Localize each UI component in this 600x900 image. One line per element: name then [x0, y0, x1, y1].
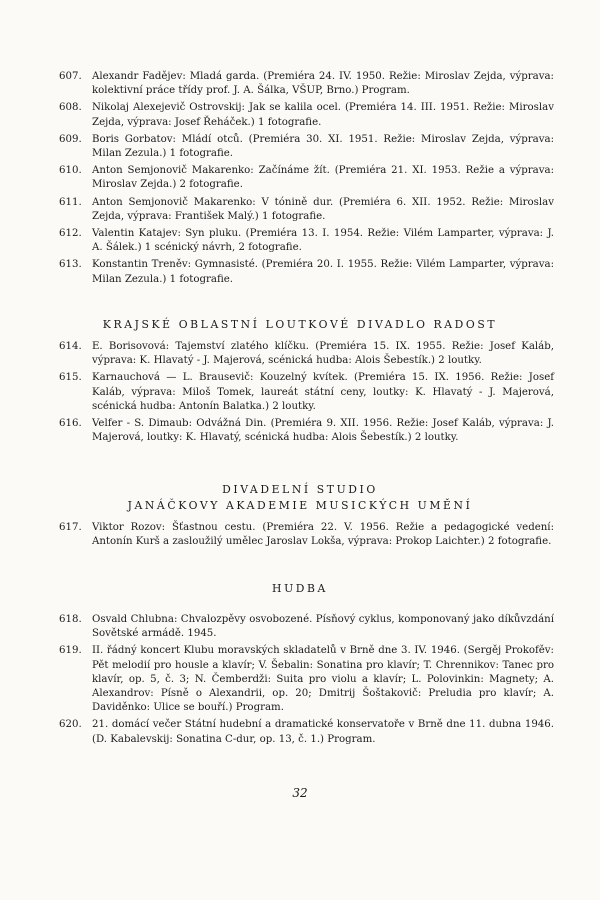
entry-number: 612.: [59, 228, 82, 240]
entry-text: 21. domácí večer Státní hudební a dramatické konservatoře v Brně dne 11. dubna 1946. (D. Kabalevskij: Sonatina C-dur, op. 13, č. 1.) Program.: [92, 719, 554, 745]
entry-text: Velfer - S. Dimaub: Odvážná Din. (Premiéra 9. XII. 1956. Režie: Josef Kaláb, výprava: J. Majerová, loutky: K. Hlavatý, scénická hudba: Alois Šebestík.) 2 loutky.: [92, 418, 554, 444]
entry-608: [0, 101, 600, 129]
entry-607: [0, 70, 600, 98]
section-heading-radost: KRAJSKÉ OBLASTNÍ LOUTKOVÉ DIVADLO RADOST: [102, 318, 498, 331]
entries-theatre: [0, 70, 600, 287]
entry-number: 618.: [59, 614, 82, 625]
entry-614: [0, 340, 600, 368]
entry-text: Osvald Chlubna: Chvalozpěvy osvobozené. Písňový cyklus, komponovaný jako díkůvzdání Sovětské armádě. 1945.: [92, 614, 554, 640]
entry-text: Alexandr Fadějev: Mladá garda. (Premiéra 24. IV. 1950. Režie: Miroslav Zejda, výprava: kolektivní práce třídy prof. J. A. Šálka, VŠUP, Brno.) Program.: [92, 71, 554, 97]
entry-number: 608.: [59, 102, 82, 114]
entries-music: [0, 613, 600, 747]
entry-611: [0, 196, 600, 224]
entry-text: Anton Semjonovič Makarenko: V tónině dur. (Premiéra 6. XII. 1952. Režie: Miroslav Zejda, výprava: František Malý.) 1 fotografie.: [92, 196, 554, 222]
entry-612: [0, 227, 600, 255]
entry-number: 614.: [59, 341, 82, 352]
entry-609: [0, 133, 600, 161]
entry-number: 610.: [59, 165, 82, 177]
entry-number: 619.: [59, 645, 82, 657]
entries-studio: [0, 521, 600, 549]
entry-617: [0, 521, 600, 549]
entry-610: [0, 164, 600, 192]
entry-text: Karnauchová — L. Brausevič: Kouzelný kvítek. (Premiéra 15. IX. 1956. Režie: Josef Kaláb, výprava: Miloš Tomek, laureát státní ceny, loutky: K. Hlavatý - J. Majerová, scénická hudba: Antonín Balatka.) 2 loutky.: [92, 372, 554, 412]
entry-text: E. Borisovová: Tajemství zlatého klíčku. (Premiéra 15. IX. 1955. Režie: Josef Kaláb, výprava: K. Hlavatý - J. Majerová, scénická hudba: Alois Šebestík.) 2 loutky.: [92, 341, 554, 367]
entry-number: 617.: [59, 522, 82, 533]
entries-puppet-theatre: [0, 340, 600, 445]
entry-616: [0, 417, 600, 445]
entry-619: [0, 644, 600, 715]
entry-number: 609.: [59, 133, 82, 145]
entry-618: [0, 613, 600, 641]
entry-text: Anton Semjonovič Makarenko: Začínáme žít. (Premiéra 21. XI. 1953. Režie a výprava: Miroslav Zejda.) 2 fotografie.: [92, 165, 554, 191]
entry-number: 616.: [59, 418, 82, 430]
entry-text: Konstantin Treněv: Gymnasisté. (Premiéra 20. I. 1955. Režie: Vilém Lamparter, výprava: Milan Zezula.) 1 fotografie.: [92, 259, 554, 285]
entry-number: 607.: [59, 71, 82, 82]
entry-text: Valentin Katajev: Syn pluku. (Premiéra 13. I. 1954. Režie: Vilém Lamparter, výprava: J. A. Šálek.) 1 scénický návrh, 2 fotografie.: [92, 228, 554, 254]
entry-number: 620.: [59, 719, 82, 731]
entry-text: Nikolaj Alexejevič Ostrovskij: Jak se kalila ocel. (Premiéra 14. III. 1951. Režie: Miroslav Zejda, výprava: Josef Řeháček.) 1 fotografie.: [92, 102, 554, 128]
entry-number: 611.: [59, 196, 82, 208]
entry-text: II. řádný koncert Klubu moravských skladatelů v Brně dne 3. IV. 1946. (Sergěj Prokofěv: Pět melodií pro housle a klavír; V. Šebalin: Sonatina pro klavír; T. Chrennikov: Tanec pro klavír, op. 5, č. 3; N. Čemberdži: Suita pro violu a klavír; L. Polovinkin: Magnety; A. Alexandrov: Písně o Alexandrii, op. 20; Dmitrij Šoštakovič: Preludia pro klavír; A. Daviděnko: Ulice se bouří.) Program.: [92, 645, 554, 714]
section-heading-studio: DIVADELNÍ STUDIO: [222, 483, 378, 496]
entry-text: Boris Gorbatov: Mládí otců. (Premiéra 30. XI. 1951. Režie: Miroslav Zejda, výprava: Milan Zezula.) 1 fotografie.: [92, 133, 554, 160]
section-heading-music: HUDBA: [272, 582, 328, 595]
page-number: 32: [292, 786, 308, 800]
entry-number: 615.: [59, 372, 82, 384]
section-subheading-jamu: JANÁČKOVY AKADEMIE MUSICKÝCH UMĚNÍ: [127, 499, 473, 512]
entry-text: Viktor Rozov: Šťastnou cestu. (Premiéra 22. V. 1956. Režie a pedagogické vedení: Antonín Kurš a zasloužilý umělec Jaroslav Lokša, výprava: Prokop Laichter.) 2 fotografie.: [92, 522, 554, 548]
entry-613: [0, 258, 600, 286]
entry-number: 613.: [59, 259, 82, 271]
entry-620: [0, 718, 600, 746]
entry-615: [0, 371, 600, 414]
